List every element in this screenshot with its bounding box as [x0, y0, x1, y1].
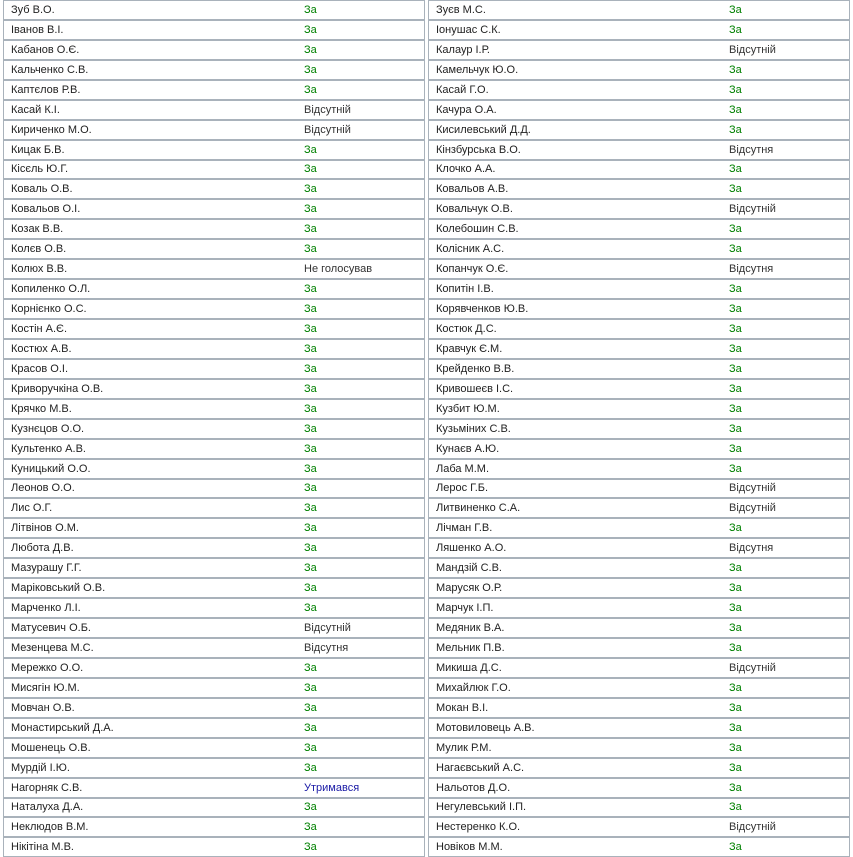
vote-row [428, 219, 850, 239]
vote-result: За [304, 721, 317, 734]
vote-result: За [729, 741, 742, 754]
deputy-name: Корявченков Ю.В. [436, 303, 529, 316]
vote-result: За [729, 103, 742, 116]
vote-row [428, 160, 850, 180]
deputy-name: Мезенцева М.С. [11, 641, 94, 654]
vote-row [3, 199, 425, 219]
vote-row [3, 339, 425, 359]
deputy-name: Кабанов О.Є. [11, 43, 80, 56]
vote-result: За [729, 442, 742, 455]
deputy-name: Касай Г.О. [436, 83, 489, 96]
deputy-name: Медяник В.А. [436, 622, 505, 635]
deputy-name: Нагорняк С.В. [11, 781, 83, 794]
vote-row [3, 678, 425, 698]
vote-result: За [304, 402, 317, 415]
vote-row [428, 817, 850, 837]
deputy-name: Мулик Р.М. [436, 741, 492, 754]
vote-row [428, 618, 850, 638]
vote-result: Відсутній [729, 502, 776, 515]
vote-row [3, 399, 425, 419]
deputy-name: Колюх В.В. [11, 263, 68, 276]
deputy-name: Костюх А.В. [11, 342, 72, 355]
vote-row [3, 319, 425, 339]
deputy-name: Микиша Д.С. [436, 661, 502, 674]
vote-result: За [304, 223, 317, 236]
deputy-name: Колебошин С.В. [436, 223, 519, 236]
vote-column-right [428, 0, 850, 857]
vote-row [3, 479, 425, 499]
deputy-name: Ковальов О.І. [11, 203, 81, 216]
vote-result: За [729, 303, 742, 316]
deputy-name: Лаба М.М. [436, 462, 489, 475]
deputy-name: Мандзій С.В. [436, 562, 502, 575]
vote-row [3, 179, 425, 199]
vote-result: За [304, 83, 317, 96]
vote-row [3, 20, 425, 40]
deputy-name: Наталуха Д.А. [11, 801, 84, 814]
vote-result: Відсутній [729, 821, 776, 834]
vote-row [428, 638, 850, 658]
deputy-name: Кириченко М.О. [11, 123, 92, 136]
vote-result: За [729, 641, 742, 654]
deputy-name: Качура О.А. [436, 103, 497, 116]
vote-result: За [729, 382, 742, 395]
vote-result: Відсутній [729, 482, 776, 495]
vote-result: За [304, 821, 317, 834]
vote-result: За [304, 342, 317, 355]
deputy-name: Іванов В.І. [11, 23, 64, 36]
vote-result: Відсутня [729, 542, 774, 555]
vote-row [428, 379, 850, 399]
vote-result: Відсутній [729, 43, 776, 56]
deputy-name: Мурдій І.Ю. [11, 761, 70, 774]
vote-row [3, 120, 425, 140]
vote-result: За [304, 283, 317, 296]
vote-result: Відсутній [304, 622, 351, 635]
vote-result: За [304, 562, 317, 575]
vote-row [428, 339, 850, 359]
vote-result: За [729, 801, 742, 814]
vote-row [428, 259, 850, 279]
vote-result: За [729, 721, 742, 734]
vote-result: За [304, 422, 317, 435]
vote-row [428, 837, 850, 857]
vote-result: За [304, 502, 317, 515]
vote-result: Відсутня [729, 143, 774, 156]
vote-result: За [729, 63, 742, 76]
deputy-name: Кисилевський Д.Д. [436, 123, 531, 136]
vote-result: За [304, 303, 317, 316]
vote-row [3, 299, 425, 319]
deputy-name: Мокан В.І. [436, 701, 489, 714]
deputy-name: Лічман Г.В. [436, 522, 493, 535]
vote-row [3, 259, 425, 279]
vote-result: За [729, 3, 742, 16]
vote-result: За [304, 203, 317, 216]
deputy-name: Каптєлов Р.В. [11, 83, 81, 96]
vote-result: За [729, 602, 742, 615]
deputy-name: Костін А.Є. [11, 322, 67, 335]
vote-result: Відсутній [304, 103, 351, 116]
deputy-name: Красов О.І. [11, 362, 69, 375]
vote-row [3, 658, 425, 678]
vote-row [428, 279, 850, 299]
vote-result: За [304, 522, 317, 535]
vote-row [428, 678, 850, 698]
vote-row [3, 40, 425, 60]
deputy-name: Кравчук Є.М. [436, 342, 503, 355]
vote-row [428, 738, 850, 758]
vote-result: За [729, 183, 742, 196]
deputy-name: Коваль О.В. [11, 183, 73, 196]
vote-row [3, 578, 425, 598]
vote-result: За [729, 622, 742, 635]
vote-row [3, 80, 425, 100]
vote-result: За [304, 362, 317, 375]
deputy-name: Козак В.В. [11, 223, 64, 236]
deputy-name: Ковальов А.В. [436, 183, 509, 196]
vote-result: За [729, 701, 742, 714]
deputy-name: Копитін І.В. [436, 283, 494, 296]
deputy-name: Нагаєвський А.С. [436, 761, 525, 774]
deputy-name: Зуб В.О. [11, 3, 55, 16]
vote-result: За [304, 582, 317, 595]
deputy-name: Нальотов Д.О. [436, 781, 511, 794]
deputy-name: Ляшенко А.О. [436, 542, 507, 555]
vote-result: За [729, 781, 742, 794]
deputy-name: Зуєв М.С. [436, 3, 486, 16]
deputy-name: Кузбит Ю.М. [436, 402, 500, 415]
vote-result: За [729, 362, 742, 375]
vote-row [428, 658, 850, 678]
vote-result: Відсутній [304, 123, 351, 136]
vote-result: За [729, 123, 742, 136]
vote-result: За [304, 801, 317, 814]
vote-row [428, 100, 850, 120]
vote-row [3, 0, 425, 20]
deputy-name: Негулевський І.П. [436, 801, 527, 814]
vote-row [428, 359, 850, 379]
vote-row [428, 60, 850, 80]
vote-row [3, 778, 425, 798]
deputy-name: Мисягін Ю.М. [11, 681, 80, 694]
deputy-name: Лис О.Г. [11, 502, 53, 515]
deputy-name: Мазурашу Г.Г. [11, 562, 82, 575]
vote-row [3, 718, 425, 738]
deputy-name: Мотовиловець А.В. [436, 721, 535, 734]
vote-row [428, 40, 850, 60]
vote-result: За [729, 83, 742, 96]
vote-result: За [304, 741, 317, 754]
vote-row [3, 798, 425, 818]
vote-row [3, 638, 425, 658]
deputy-name: Клочко А.А. [436, 163, 496, 176]
deputy-name: Марчук І.П. [436, 602, 494, 615]
vote-result: Відсутній [729, 203, 776, 216]
deputy-name: Іонушас С.К. [436, 23, 501, 36]
vote-row [3, 439, 425, 459]
vote-result: За [304, 761, 317, 774]
vote-result: За [304, 143, 317, 156]
vote-row [428, 598, 850, 618]
vote-result: За [729, 402, 742, 415]
vote-row [3, 698, 425, 718]
deputy-name: Леонов О.О. [11, 482, 75, 495]
deputy-name: Кривошеєв І.С. [436, 382, 514, 395]
vote-result: За [729, 522, 742, 535]
vote-row [428, 140, 850, 160]
deputy-name: Любота Д.В. [11, 542, 74, 555]
deputy-name: Марченко Л.І. [11, 602, 81, 615]
vote-row [428, 459, 850, 479]
vote-row [3, 758, 425, 778]
vote-row [428, 698, 850, 718]
vote-result: За [304, 183, 317, 196]
vote-result: Відсутня [729, 263, 774, 276]
vote-row [3, 618, 425, 638]
deputy-name: Кальченко С.В. [11, 63, 89, 76]
vote-result: За [729, 342, 742, 355]
vote-row [3, 738, 425, 758]
vote-row [428, 778, 850, 798]
vote-result: За [304, 841, 317, 854]
vote-result: За [304, 661, 317, 674]
vote-row [428, 319, 850, 339]
deputy-name: Матусевич О.Б. [11, 622, 91, 635]
vote-row [428, 518, 850, 538]
vote-result: За [729, 562, 742, 575]
deputy-name: Касай К.І. [11, 103, 60, 116]
vote-result: За [729, 582, 742, 595]
vote-row [428, 299, 850, 319]
deputy-name: Литвиненко С.А. [436, 502, 521, 515]
deputy-name: Кузьміних С.В. [436, 422, 511, 435]
vote-result: За [304, 442, 317, 455]
vote-result: За [729, 322, 742, 335]
vote-result: За [304, 602, 317, 615]
vote-row [428, 578, 850, 598]
deputy-name: Кузнєцов О.О. [11, 422, 85, 435]
vote-result: За [729, 163, 742, 176]
vote-result: За [304, 542, 317, 555]
vote-row [428, 538, 850, 558]
vote-row [3, 817, 425, 837]
vote-result: За [304, 3, 317, 16]
deputy-name: Нестеренко К.О. [436, 821, 521, 834]
vote-row [3, 60, 425, 80]
deputy-name: Культенко А.В. [11, 442, 86, 455]
deputy-name: Костюк Д.С. [436, 322, 497, 335]
deputy-name: Мельник П.В. [436, 641, 505, 654]
deputy-name: Монастирський Д.А. [11, 721, 114, 734]
deputy-name: Маріковський О.В. [11, 582, 106, 595]
vote-result: За [304, 23, 317, 36]
deputy-name: Куницький О.О. [11, 462, 91, 475]
vote-result: За [304, 701, 317, 714]
deputy-name: Неклюдов В.М. [11, 821, 89, 834]
vote-result: За [729, 243, 742, 256]
deputy-name: Копиленко О.Л. [11, 283, 91, 296]
deputy-name: Калаур І.Р. [436, 43, 490, 56]
vote-result: За [729, 23, 742, 36]
deputy-name: Кісєль Ю.Г. [11, 163, 69, 176]
vote-result: Утримався [304, 781, 360, 794]
vote-row [428, 498, 850, 518]
deputy-name: Крячко М.В. [11, 402, 72, 415]
deputy-name: Мовчан О.В. [11, 701, 75, 714]
deputy-name: Корнієнко О.С. [11, 303, 87, 316]
deputy-name: Копанчук О.Є. [436, 263, 509, 276]
vote-row [3, 160, 425, 180]
vote-row [3, 459, 425, 479]
deputy-name: Кінзбурська В.О. [436, 143, 521, 156]
deputy-name: Маруcяк О.Р. [436, 582, 503, 595]
vote-row [428, 20, 850, 40]
vote-column-left [3, 0, 425, 857]
deputy-name: Лерос Г.Б. [436, 482, 489, 495]
vote-row [3, 598, 425, 618]
vote-result: За [304, 482, 317, 495]
deputy-name: Криворучкіна О.В. [11, 382, 104, 395]
vote-result: За [729, 761, 742, 774]
vote-result: За [729, 422, 742, 435]
deputy-name: Кунаєв А.Ю. [436, 442, 500, 455]
vote-row [3, 538, 425, 558]
vote-row [3, 359, 425, 379]
deputy-name: Колісник А.С. [436, 243, 505, 256]
vote-result: За [304, 382, 317, 395]
vote-result: За [729, 223, 742, 236]
vote-row [428, 439, 850, 459]
vote-row [3, 140, 425, 160]
vote-row [428, 798, 850, 818]
vote-row [428, 0, 850, 20]
vote-row [3, 498, 425, 518]
deputy-name: Михайлюк Г.О. [436, 681, 511, 694]
vote-row [428, 558, 850, 578]
vote-row [428, 419, 850, 439]
vote-result: За [304, 243, 317, 256]
vote-result: За [729, 283, 742, 296]
vote-row [3, 239, 425, 259]
deputy-name: Кицак Б.В. [11, 143, 65, 156]
deputy-name: Новіков М.М. [436, 841, 503, 854]
vote-result: За [729, 681, 742, 694]
vote-result: За [304, 681, 317, 694]
deputy-name: Камельчук Ю.О. [436, 63, 519, 76]
deputy-name: Мережко О.О. [11, 661, 84, 674]
deputy-name: Літвінов О.М. [11, 522, 79, 535]
deputy-name: Колєв О.В. [11, 243, 67, 256]
vote-result: Відсутній [729, 661, 776, 674]
deputy-name: Крейденко В.В. [436, 362, 515, 375]
deputy-name: Мошенець О.В. [11, 741, 91, 754]
vote-row [3, 837, 425, 857]
vote-result: За [304, 322, 317, 335]
vote-result: За [304, 43, 317, 56]
vote-result: Відсутня [304, 641, 349, 654]
deputy-name: Нікітіна М.В. [11, 841, 74, 854]
vote-row [428, 179, 850, 199]
vote-result: За [729, 462, 742, 475]
vote-row [428, 199, 850, 219]
vote-row [428, 479, 850, 499]
vote-row [3, 518, 425, 538]
vote-row [3, 100, 425, 120]
vote-result: За [304, 462, 317, 475]
vote-row [428, 758, 850, 778]
vote-row [3, 379, 425, 399]
vote-row [3, 279, 425, 299]
vote-result: Не голосував [304, 263, 373, 276]
deputy-name: Ковальчук О.В. [436, 203, 513, 216]
vote-result: За [729, 841, 742, 854]
vote-result: За [304, 63, 317, 76]
vote-row [428, 239, 850, 259]
vote-row [428, 718, 850, 738]
vote-row [428, 80, 850, 100]
vote-row [3, 219, 425, 239]
vote-row [3, 419, 425, 439]
vote-row [428, 399, 850, 419]
vote-row [3, 558, 425, 578]
vote-row [428, 120, 850, 140]
vote-result: За [304, 163, 317, 176]
